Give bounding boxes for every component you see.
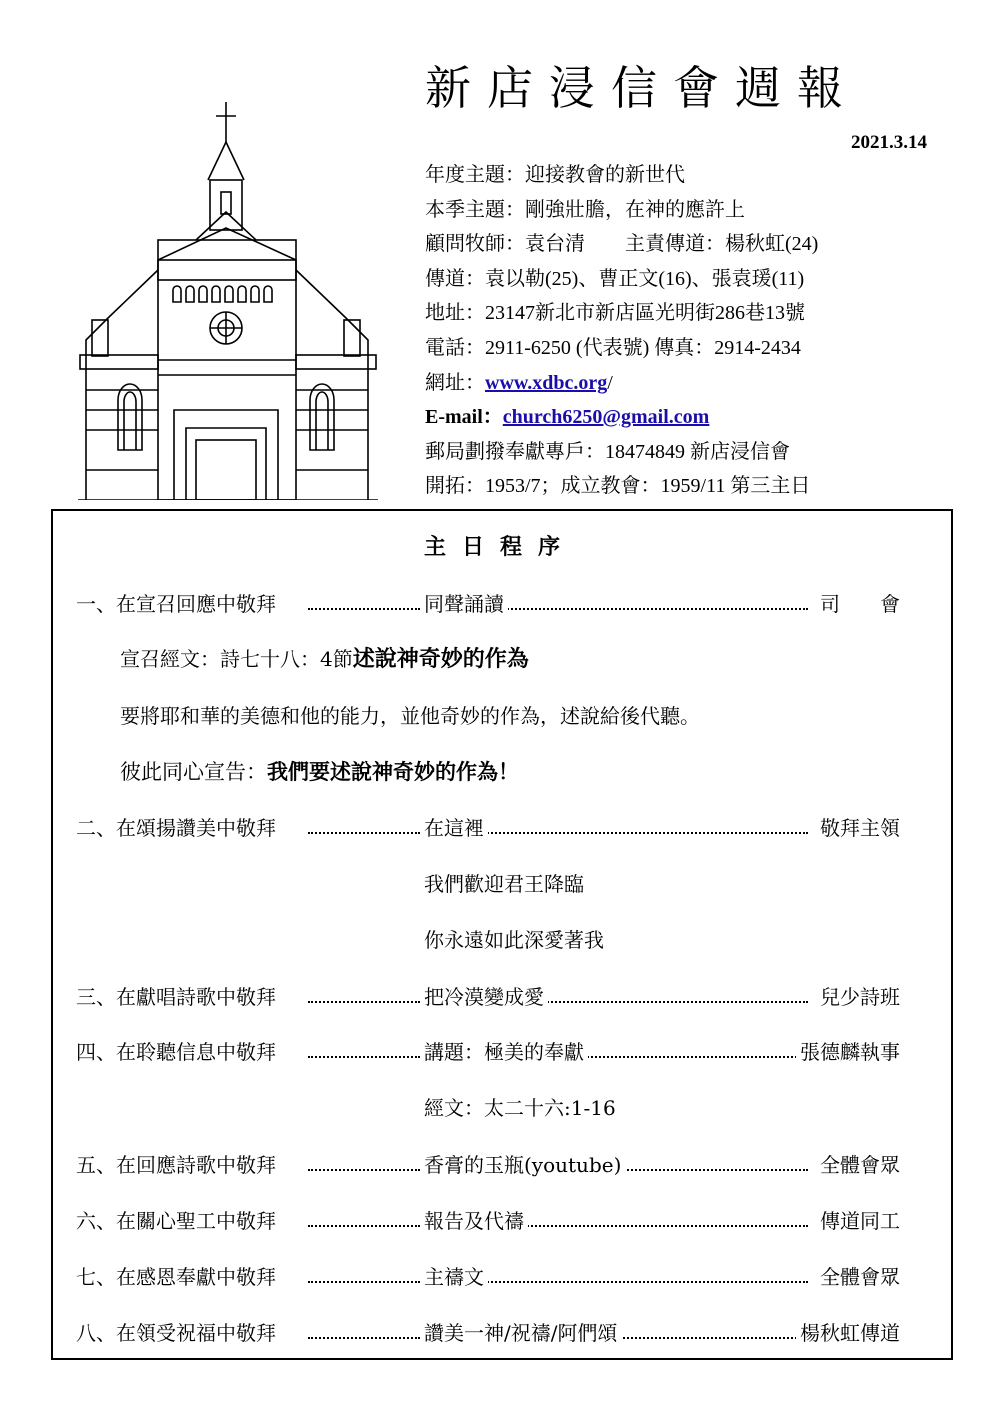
call-verse-text: 要將耶和華的美德和他的能力，並他奇妙的作為，述說給後代聽。 <box>120 704 700 728</box>
bulletin-date: 2021.3.14 <box>851 132 927 153</box>
founded: 開拓：1953/7；成立教會：1959/11 第三主日 <box>425 475 811 498</box>
email-line <box>425 400 818 435</box>
preachers: 傳道：袁以勒(25)、曹正文(16)、張袁瑗(11) <box>425 267 805 290</box>
item-label: 三、在獻唱詩歌中敬拜 <box>76 985 276 1009</box>
lead-preacher: 主責傳道：楊秋虹(24) <box>625 233 819 256</box>
year-theme: 年度主題：迎接教會的新世代 <box>425 164 685 186</box>
phone-fax: 電話：2911-6250 (代表號) 傳真：2914-2434 <box>425 336 801 359</box>
website-suffix: / <box>607 371 613 394</box>
program-title: 主日程序 <box>423 535 576 560</box>
address: 地址：23147新北市新店區光明街286巷13號 <box>425 302 805 325</box>
program-item-4 <box>76 1036 900 1064</box>
declaration <box>120 756 519 786</box>
postal-account: 郵局劃撥奉獻專戶：18474849 新店浸信會 <box>425 440 790 463</box>
item-leader: 全體會眾 <box>816 1261 900 1290</box>
email-link[interactable]: church6250@gmail.com <box>502 406 710 429</box>
program-item-8 <box>76 1317 900 1345</box>
item-content: 把冷漠變成愛 <box>424 981 548 1010</box>
program-item-3 <box>76 981 900 1009</box>
item-label: 四、在聆聽信息中敬拜 <box>76 1040 276 1064</box>
item-leader: 司 會 <box>816 588 900 617</box>
scripture: 經文：太二十六:1-16 <box>424 1096 616 1120</box>
bulletin-title: 新店浸信會週報 <box>425 61 859 115</box>
program-item-1 <box>76 588 900 616</box>
program-item-6 <box>76 1205 900 1233</box>
declaration-prefix: 彼此同心宣告： <box>120 760 267 784</box>
program-item-7 <box>76 1261 900 1289</box>
item-content: 講題：極美的奉獻 <box>424 1036 588 1065</box>
website-line <box>425 366 818 401</box>
item-content: 同聲誦讀 <box>424 588 508 617</box>
leader-dots <box>308 588 420 610</box>
leader-dots <box>308 981 420 1003</box>
item-label: 一、在宣召回應中敬拜 <box>76 592 276 616</box>
church-info <box>425 158 818 504</box>
season-theme: 本季主題：剛強壯膽，在神的應許上 <box>425 198 745 221</box>
item-leader: 傳道同工 <box>816 1205 900 1234</box>
call-verse-title: 述說神奇妙的作為 <box>352 647 529 672</box>
leader-dots <box>308 1036 420 1058</box>
leader-dots <box>308 1261 420 1283</box>
leader-dots <box>308 812 420 834</box>
item-leader: 張德麟執事 <box>796 1036 900 1065</box>
email-label: E-mail： <box>425 406 503 429</box>
church-illustration <box>78 100 378 500</box>
item-leader: 兒少詩班 <box>816 981 900 1010</box>
pastor-line <box>425 227 818 262</box>
item-label: 八、在領受祝福中敬拜 <box>76 1321 276 1345</box>
leader-dots <box>308 1149 420 1171</box>
item-label: 六、在關心聖工中敬拜 <box>76 1209 276 1233</box>
item-label: 七、在感恩奉獻中敬拜 <box>76 1265 276 1289</box>
item-leader: 全體會眾 <box>816 1149 900 1178</box>
advisor-pastor: 顧問牧師：袁台清 <box>425 233 585 256</box>
song-3: 你永遠如此深愛著我 <box>424 928 604 952</box>
item-leader: 敬拜主領 <box>816 812 900 841</box>
leader-dots <box>308 1317 420 1339</box>
item-content: 香膏的玉瓶(youtube) <box>424 1149 625 1178</box>
leader-dots <box>308 1205 420 1227</box>
call-verse <box>120 642 529 673</box>
item-label: 二、在頌揚讚美中敬拜 <box>76 816 276 840</box>
declaration-text: 我們要述說神奇妙的作為！ <box>267 760 519 784</box>
item-content: 主禱文 <box>424 1261 488 1290</box>
program-item-2 <box>76 812 900 840</box>
website-link[interactable]: www.xdbc.org <box>485 371 608 394</box>
call-verse-prefix: 宣召經文：詩七十八：4節 <box>120 647 353 671</box>
website-label: 網址： <box>425 371 485 394</box>
item-content: 報告及代禱 <box>424 1205 528 1234</box>
program-item-5 <box>76 1149 900 1177</box>
item-content: 在這裡 <box>424 812 488 841</box>
song-2: 我們歡迎君王降臨 <box>424 872 584 896</box>
item-leader: 楊秋虹傳道 <box>796 1317 900 1346</box>
item-label: 五、在回應詩歌中敬拜 <box>76 1153 276 1177</box>
item-content: 讚美一神/祝禱/阿們頌 <box>424 1317 621 1346</box>
